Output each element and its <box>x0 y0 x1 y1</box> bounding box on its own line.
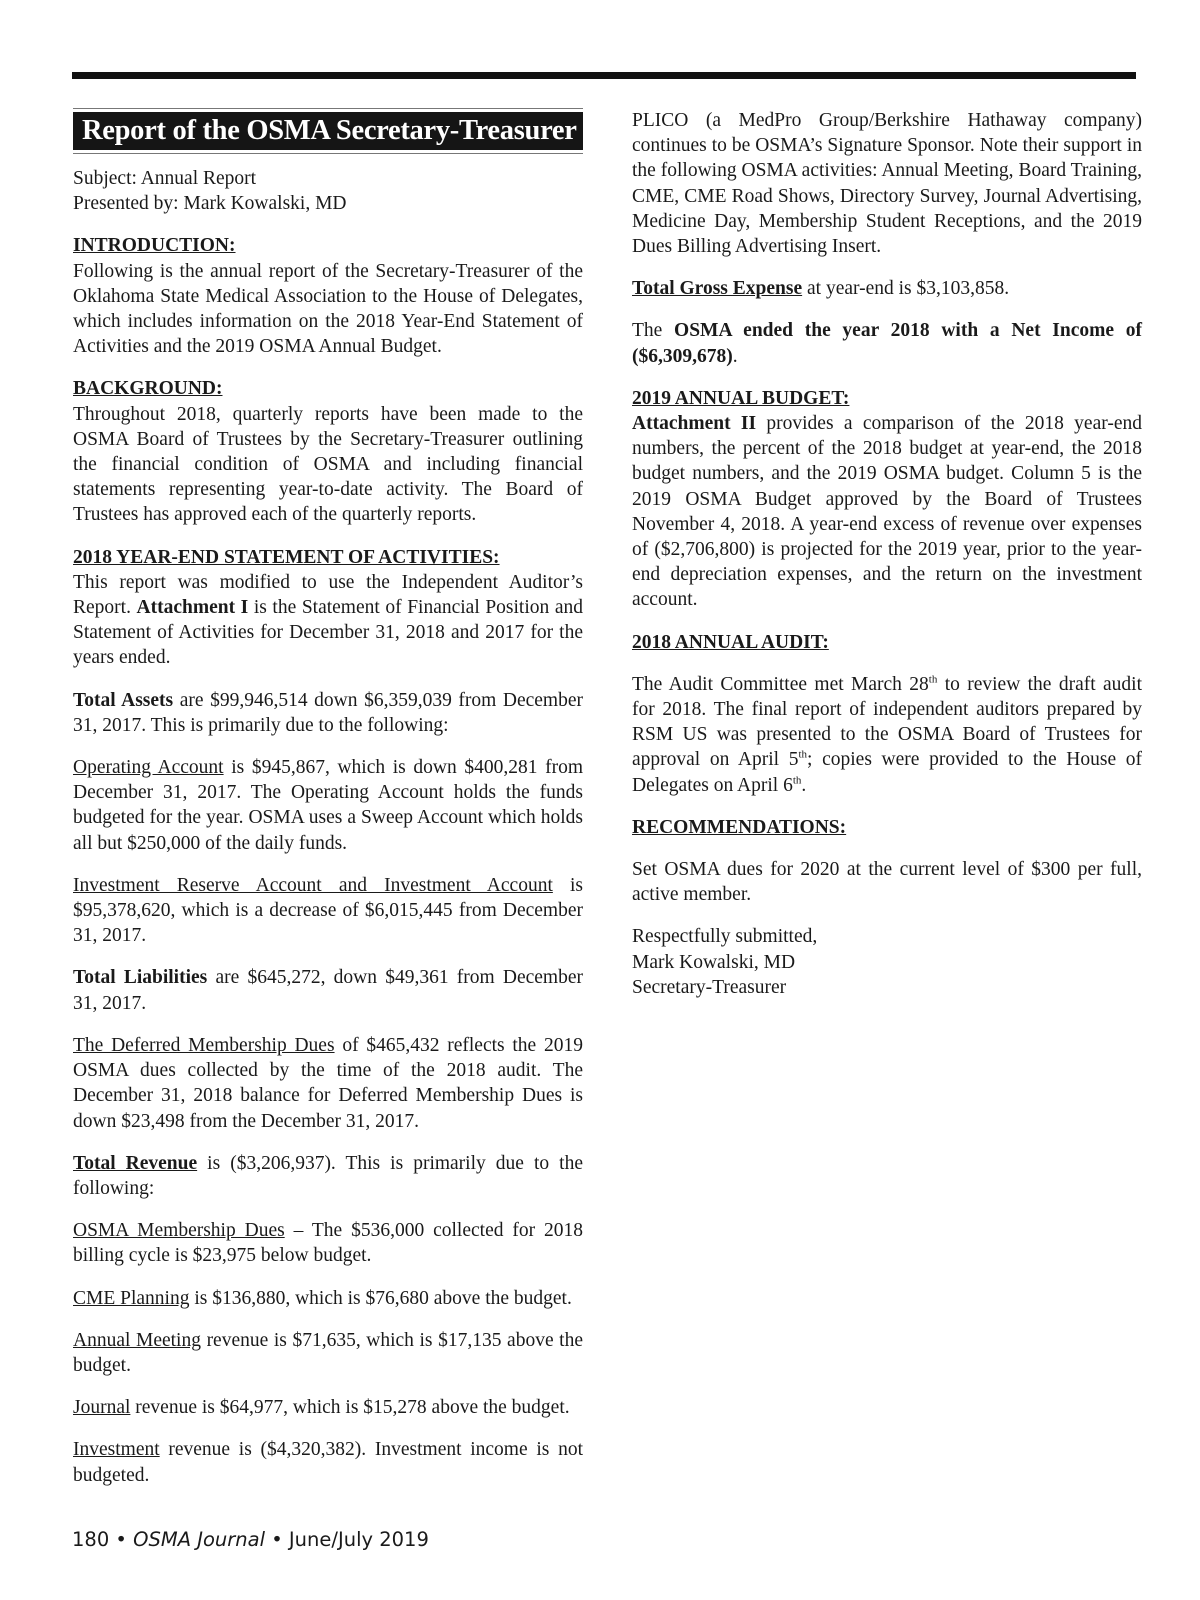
signoff-name: Mark Kowalski, MD <box>632 951 796 973</box>
audit-text-2: to review the draft audit for 2018. The final report of independent auditors prepared by RSM US was presented to the OSMA Board of Trustees for approval on April 5 <box>632 673 1142 771</box>
total-revenue-paragraph <box>73 1151 583 1201</box>
investment-label: Investment <box>73 1439 160 1461</box>
signoff-closing: Respectfully submitted, <box>632 926 818 948</box>
signoff-role: Secretary-Treasurer <box>632 976 787 998</box>
year-end-heading: 2018 YEAR-END STATEMENT OF ACTIVITIES: <box>73 546 500 568</box>
net-income-paragraph <box>632 318 1142 368</box>
signoff <box>632 924 1142 1000</box>
net-income-text-before: The <box>632 320 675 342</box>
budget-2019-paragraph <box>632 411 1142 613</box>
title-box <box>73 108 583 154</box>
total-revenue-label: Total Revenue <box>73 1152 198 1174</box>
total-gross-expense-paragraph <box>632 276 1142 301</box>
right-column <box>632 108 1142 1000</box>
total-assets-text: are $99,946,514 down $6,359,039 from December 31, 2017. This is primarily due to the following: <box>73 689 583 736</box>
net-income-text-after: . <box>732 345 738 367</box>
audit-text-3: ; copies were provided to the House of Delegates on April 6 <box>632 749 1143 796</box>
operating-account-paragraph <box>73 755 583 856</box>
cme-planning-text: is $136,880, which is $76,680 above the budget. <box>189 1287 572 1309</box>
top-rule <box>72 72 1136 79</box>
annual-meeting-paragraph <box>73 1328 583 1378</box>
deferred-dues-text: of $465,432 reflects the 2019 OSMA dues collected by the time of the 2018 audit. The December 31, 2018 balance for Deferred Membership Dues is down $23,498 from the December 31, 2017. <box>73 1034 583 1132</box>
attachment-ii-label: Attachment II <box>632 413 757 435</box>
subject-line: Subject: Annual Report <box>73 168 257 189</box>
investment-accounts-label: Investment Reserve Account and Investment Account <box>73 874 553 896</box>
total-liabilities-text: are $645,272, down $49,361 from December 31, 2017. <box>73 967 584 1014</box>
membership-dues-text: – The $536,000 collected for 2018 billing cycle is $23,975 below budget. <box>73 1220 583 1267</box>
investment-text: revenue is ($4,320,382). Investment income is not budgeted. <box>73 1439 583 1486</box>
year-end-text-before: This report was modified to use the Independent Auditor’s Report. <box>73 571 583 619</box>
audit-2018-heading: 2018 ANNUAL AUDIT: <box>632 631 829 653</box>
audit-text-1: The Audit Committee met March 28 <box>632 673 929 695</box>
attachment-i-label: Attachment I <box>136 597 249 619</box>
investment-accounts-paragraph <box>73 873 583 949</box>
year-end-text <box>73 570 583 671</box>
total-liabilities-label: Total Liabilities <box>73 967 208 989</box>
footer-page-number: 180 <box>72 1528 110 1551</box>
operating-account-label: Operating Account <box>73 757 224 779</box>
investment-paragraph <box>73 1437 583 1487</box>
net-income-bold: OSMA ended the year 2018 with a Net Income of ($6,309,678) <box>632 320 1142 367</box>
audit-text-4: . <box>801 774 807 796</box>
total-gross-expense-text: at year-end is $3,103,858. <box>802 278 1010 300</box>
introduction-heading: INTRODUCTION: <box>73 235 236 257</box>
audit-2018-paragraph <box>632 672 1142 798</box>
year-end-text-after: is the Statement of Financial Position and Statement of Activities for December 31, 2018 and 2017 for the years ended. <box>73 597 583 669</box>
total-liabilities-paragraph <box>73 965 583 1015</box>
audit-sup-1: th <box>928 673 938 686</box>
annual-meeting-label: Annual Meeting <box>73 1329 201 1351</box>
annual-meeting-text: revenue is $71,635, which is $17,135 above the budget. <box>73 1329 584 1376</box>
membership-dues-paragraph <box>73 1218 583 1268</box>
investment-accounts-text: is $95,378,620, which is a decrease of $6,015,445 from December 31, 2017. <box>73 874 583 947</box>
budget-2019-text: provides a comparison of the 2018 year-end numbers, the percent of the 2018 budget at year-end, the 2018 budget numbers, and the 2019 OSMA budget. Column 5 is the 2019 OSMA Budget approved by the Board of Trustees November 4, 2018. A year-end excess of revenue over expenses of ($2,706,800) is projected for the 2019 year, prior to the year-end depreciation expenses, and the return on the investment account. <box>632 413 1142 611</box>
footer-separator-1: • <box>109 1528 134 1551</box>
background-heading: BACKGROUND: <box>73 378 223 400</box>
background-text: Throughout 2018, quarterly reports have been made to the OSMA Board of Trustees by the Secretary-Treasurer outlining the financial condition of OSMA and including financial statements representing year-to-date activity. The Board of Trustees has approved each of the quarterly reports. <box>73 403 583 526</box>
introduction-text: Following is the annual report of the Secretary-Treasurer of the Oklahoma State Medical Association to the House of Delegates, which includes information on the 2018 Year-End Statement of Activities and the 2019 OSMA Annual Budget. <box>73 260 583 358</box>
footer-journal-name: OSMA Journal <box>133 1528 266 1551</box>
audit-sup-3: th <box>792 774 802 787</box>
page-footer <box>72 1528 429 1551</box>
presented-by-line: Presented by: Mark Kowalski, MD <box>73 193 347 215</box>
recommendations-text: Set OSMA dues for 2020 at the current level of $300 per full, active member. <box>632 859 1142 906</box>
footer-issue-date: June/July 2019 <box>288 1528 429 1551</box>
recommendations-heading: RECOMMENDATIONS: <box>632 816 847 838</box>
deferred-dues-label: The Deferred Membership Dues <box>73 1034 335 1056</box>
audit-sup-2: th <box>798 748 808 761</box>
journal-paragraph <box>73 1395 583 1420</box>
cme-planning-paragraph <box>73 1286 583 1311</box>
footer-separator-2: • <box>265 1528 289 1551</box>
journal-label: Journal <box>73 1397 131 1419</box>
operating-account-text: is $945,867, which is down $400,281 from December 31, 2017. The Operating Account holds the funds budgeted for the year. OSMA uses a Sweep Account which holds all but $250,000 of the daily funds. <box>73 757 583 854</box>
total-revenue-text: is ($3,206,937). This is primarily due to the following: <box>73 1152 583 1199</box>
total-assets-label: Total Assets <box>73 689 174 711</box>
total-assets-paragraph <box>73 688 583 738</box>
page-title: Report of the OSMA Secretary-Treasurer <box>73 112 583 150</box>
total-gross-expense-label: Total Gross Expense <box>632 278 803 300</box>
left-column <box>73 108 583 1505</box>
cme-planning-label: CME Planning <box>73 1287 190 1309</box>
budget-2019-heading: 2019 ANNUAL BUDGET: <box>632 387 850 409</box>
membership-dues-label: OSMA Membership Dues <box>73 1220 285 1242</box>
deferred-dues-paragraph <box>73 1033 583 1134</box>
plico-paragraph: PLICO (a MedPro Group/Berkshire Hathaway company) continues to be OSMA’s Signature Sponsor. Note their support in the following OSMA activities: Annual Meeting, Board Training, CME, CME Road Shows, Directory Survey, Journal Advertising, Medicine Day, Membership Student Receptions, and the 2019 Dues Billing Advertising Insert. <box>632 110 1142 258</box>
journal-text: revenue is $64,977, which is $15,278 above the budget. <box>130 1397 570 1419</box>
